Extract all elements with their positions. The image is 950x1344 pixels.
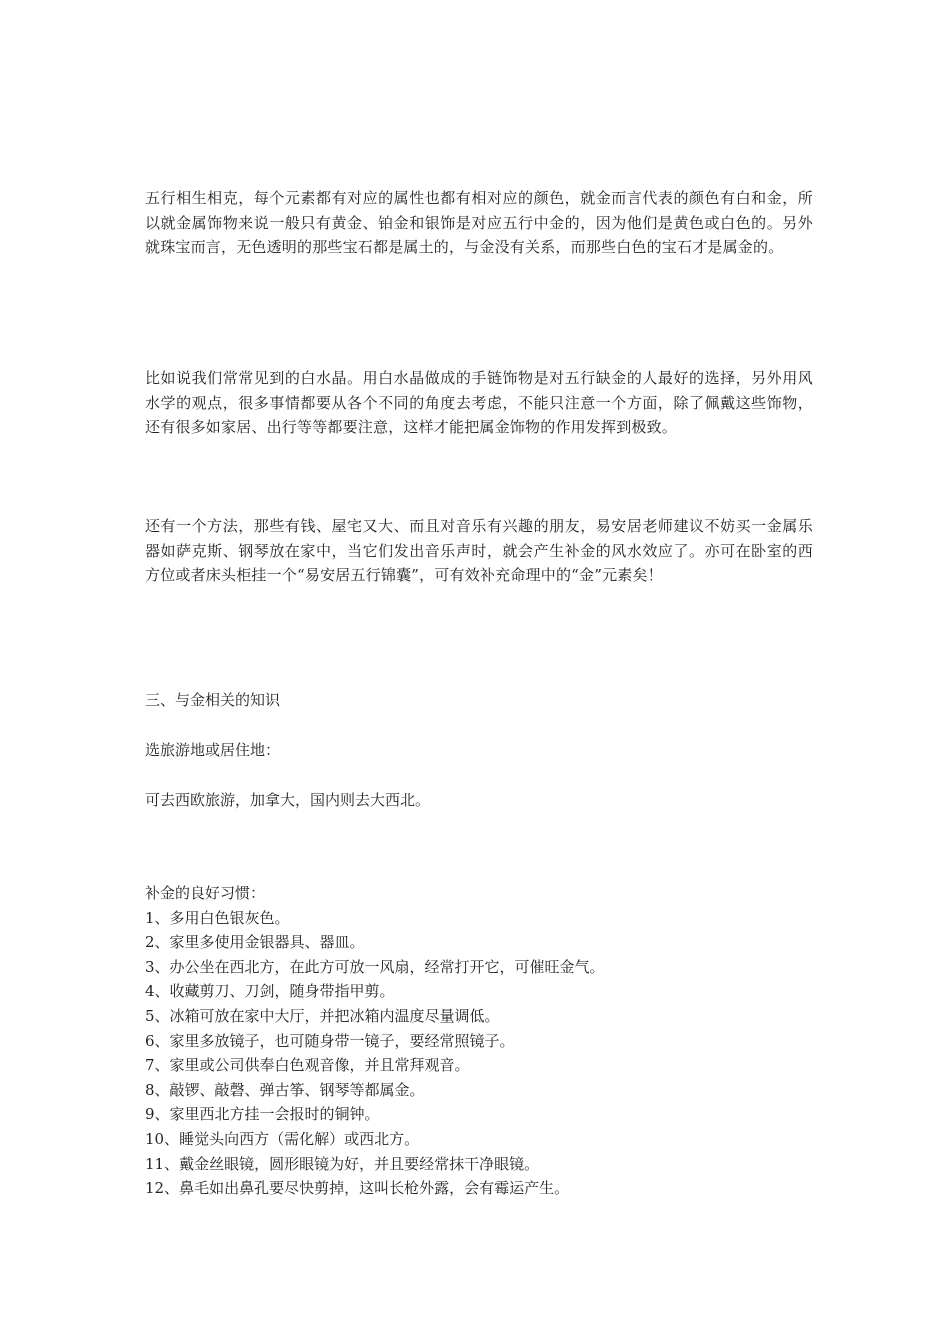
- list-item: 12、鼻毛如出鼻孔要尽快剪掉，这叫长枪外露，会有霉运产生。: [145, 1179, 570, 1198]
- list-item: 5、冰箱可放在家中大厅，并把冰箱内温度尽量调低。: [145, 1006, 500, 1025]
- list-item: 10、睡觉头向西方（需化解）或西北方。: [145, 1129, 420, 1148]
- list-item: 2、家里多使用金银器具、器皿。: [145, 933, 365, 952]
- list-item: 6、家里多放镜子，也可随身带一镜子，要经常照镜子。: [145, 1031, 515, 1050]
- section-title: 三、与金相关的知识: [145, 691, 281, 709]
- paragraph-five-elements: 五行相生相克，每个元素都有对应的属性也都有相对应的颜色，就金而言代表的颜色有白和金，所以就金属饰物来说一般只有黄金、铂金和银饰是对应五行中金的，因为他们是黄色或白色的。另外就珠宝而言，无色透明的那些宝石都是属土的，与金没有关系，而那些白色的宝石才是属金的。: [145, 189, 813, 256]
- travel-text: 可去西欧旅游，加拿大，国内则去大西北。: [145, 791, 431, 809]
- list-item: 7、家里或公司供奉白色观音像，并且常拜观音。: [145, 1056, 470, 1075]
- list-item: 9、家里西北方挂一会报时的铜钟。: [145, 1105, 380, 1124]
- list-item: 8、敲锣、敲磬、弹古筝、钢琴等都属金。: [145, 1080, 425, 1099]
- list-item: 1、多用白色银灰色。: [145, 908, 290, 927]
- paragraph-white-crystal: 比如说我们常常见到的白水晶。用白水晶做成的手链饰物是对五行缺金的人最好的选择，另外用风水学的观点，很多事情都要从各个不同的角度去考虑，不能只注意一个方面，除了佩戴这些饰物，还有很多如家居、出行等等都要注意，这样才能把属金饰物的作用发挥到极致。: [145, 369, 813, 436]
- list-item: 11、戴金丝眼镜，圆形眼镜为好，并且要经常抹干净眼镜。: [145, 1154, 540, 1173]
- paragraph-metal-instruments: 还有一个方法，那些有钱、屋宅又大、而且对音乐有兴趣的朋友，易安居老师建议不妨买一金属乐器如萨克斯、钢琴放在家中，当它们发出音乐声时，就会产生补金的风水效应了。亦可在卧室的西方位或者床头柜挂一个“易安居五行锦囊”，可有效补充命理中的“金”元素矣！: [145, 517, 813, 584]
- list-item: 3、办公坐在西北方，在此方可放一风扇，经常打开它，可催旺金气。: [145, 957, 605, 976]
- habits-title: 补金的良好习惯：: [145, 884, 266, 902]
- habits-list: [145, 881, 605, 1201]
- travel-label: 选旅游地或居住地：: [145, 741, 281, 759]
- list-item: 4、收藏剪刀、刀剑，随身带指甲剪。: [145, 982, 395, 1001]
